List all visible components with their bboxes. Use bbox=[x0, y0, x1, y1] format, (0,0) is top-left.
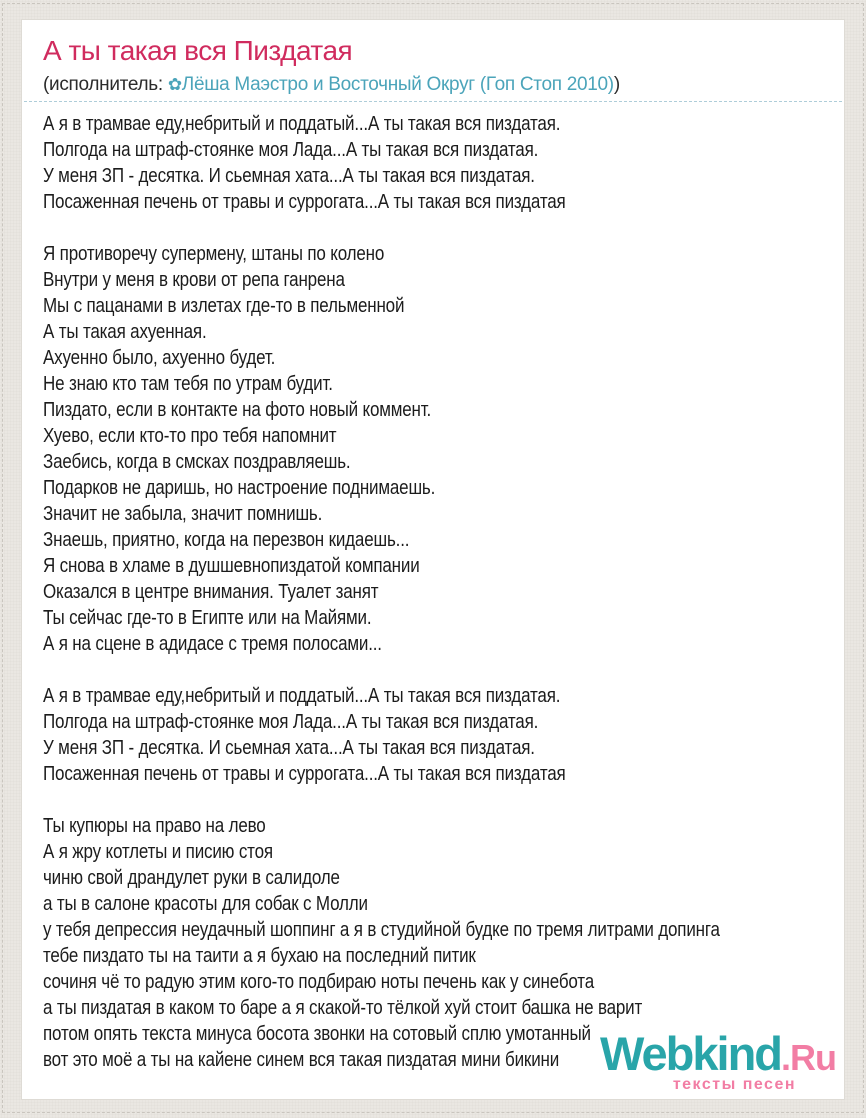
logo-main-text: Webkind bbox=[600, 1027, 781, 1080]
page-title: А ты такая вся Пиздатая bbox=[43, 35, 353, 66]
artist-line bbox=[43, 73, 823, 97]
lyric-line: Ахуенно было, ахуенно будет. bbox=[43, 347, 276, 369]
lyric-line: Заебись, когда в смсках поздравляешь. bbox=[43, 451, 351, 473]
lyric-line: Посаженная печень от травы и суррогата...А ты такая вся пиздатая bbox=[43, 763, 566, 785]
lyric-line: чиню свой драндулет руки в салидоле bbox=[43, 867, 340, 889]
lyric-line: А я в трамвае еду,небритый и поддатый...А ты такая вся пиздатая. bbox=[43, 113, 561, 135]
lyric-line: Оказался в центре внимания. Туалет занят bbox=[43, 581, 379, 603]
artist-label: (исполнитель: bbox=[43, 74, 168, 95]
lyric-line: вот это моё а ты на кайене синем вся такая пиздатая мини бикини bbox=[43, 1049, 560, 1071]
artist-link[interactable]: Лёша Маэстро и Восточный Округ (Гоп Стоп 2010) bbox=[181, 74, 614, 95]
logo-tagline: тексты песен bbox=[672, 1076, 796, 1093]
lyric-line: Я противоречу супермену, штаны по колено bbox=[43, 243, 385, 265]
lyric-line: Не знаю кто там тебя по утрам будит. bbox=[43, 373, 333, 395]
webkind-logo[interactable] bbox=[600, 1027, 836, 1093]
lyric-line: У меня ЗП - десятка. И сьемная хата...А ты такая вся пиздатая. bbox=[43, 165, 535, 187]
lyric-line: Мы с пацанами в излетах где-то в пельменной bbox=[43, 295, 405, 317]
lyric-line: а ты в салоне красоты для собак с Молли bbox=[43, 893, 368, 915]
artist-close-paren: ) bbox=[613, 74, 620, 95]
lyric-line: Подарков не даришь, но настроение поднимаешь. bbox=[43, 477, 436, 499]
lyric-line: Посаженная печень от травы и суррогата...А ты такая вся пиздатая bbox=[43, 191, 566, 213]
lyric-line: У меня ЗП - десятка. И сьемная хата...А ты такая вся пиздатая. bbox=[43, 737, 535, 759]
lyric-line: А ты такая ахуенная. bbox=[43, 321, 207, 343]
lyric-line: Ты купюры на право на лево bbox=[43, 815, 266, 837]
lyric-line: тебе пиздато ты на таити а я бухаю на последний питик bbox=[43, 945, 476, 967]
lyric-line: А я на сцене в адидасе с тремя полосами... bbox=[43, 633, 382, 655]
dotted-separator bbox=[24, 101, 842, 102]
lyric-line: А я жру котлеты и писию стоя bbox=[43, 841, 273, 863]
lyric-line: Полгода на штраф-стоянке моя Лада...А ты такая вся пиздатая. bbox=[43, 139, 539, 161]
flower-icon: ✿ bbox=[167, 75, 182, 94]
lyric-line: потом опять текста минуса босота звонки на сотовый сплю умотанный bbox=[43, 1023, 591, 1045]
lyric-line: у тебя депрессия неудачный шоппинг а я в студийной будке по тремя литрами допинга bbox=[43, 919, 720, 941]
lyric-line: Полгода на штраф-стоянке моя Лада...А ты такая вся пиздатая. bbox=[43, 711, 539, 733]
lyrics-text bbox=[43, 111, 845, 1073]
lyrics-card bbox=[21, 19, 845, 1100]
lyric-line bbox=[43, 787, 845, 813]
lyric-line bbox=[43, 657, 845, 683]
lyric-line: а ты пиздатая в каком то баре а я скакой-то тёлкой хуй стоит башка не варит bbox=[43, 997, 643, 1019]
lyric-line: Пиздато, если в контакте на фото новый коммент. bbox=[43, 399, 432, 421]
logo-wordmark bbox=[600, 1027, 836, 1080]
lyric-line: А я в трамвае еду,небритый и поддатый...А ты такая вся пиздатая. bbox=[43, 685, 561, 707]
lyric-line: сочиня чё то радую этим кого-то подбираю ноты печень как у синебота bbox=[43, 971, 595, 993]
logo-suffix-text: .Ru bbox=[781, 1037, 836, 1078]
lyric-line bbox=[43, 215, 845, 241]
lyric-line: Внутри у меня в крови от репа ганрена bbox=[43, 269, 345, 291]
lyric-line: Я снова в хламе в душшевнопиздатой компании bbox=[43, 555, 420, 577]
lyric-line: Ты сейчас где-то в Египте или на Майями. bbox=[43, 607, 372, 629]
lyric-line: Значит не забыла, значит помнишь. bbox=[43, 503, 323, 525]
lyric-line: Хуево, если кто-то про тебя напомнит bbox=[43, 425, 337, 447]
lyric-line: Знаешь, приятно, когда на перезвон кидаешь... bbox=[43, 529, 410, 551]
